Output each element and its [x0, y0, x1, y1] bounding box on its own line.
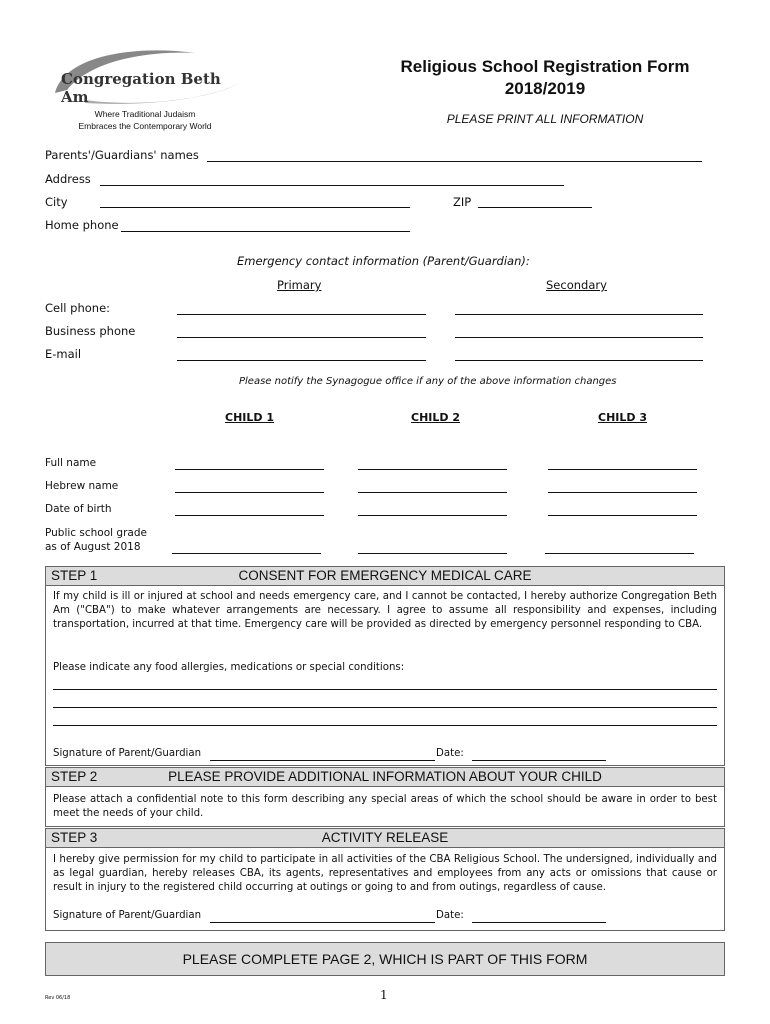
home-phone-label: Home phone [45, 218, 119, 232]
allergies-label: Please indicate any food allergies, medications or special conditions: [53, 662, 405, 673]
email-primary-field[interactable] [177, 360, 426, 361]
child-1-heading: CHILD 1 [225, 411, 274, 424]
child-2-dob-field[interactable] [358, 515, 507, 516]
child-3-dob-field[interactable] [548, 515, 697, 516]
child-1-dob-field[interactable] [175, 515, 324, 516]
grade-label-2: as of August 2018 [45, 541, 141, 553]
step-1-text: If my child is ill or injured at school and needs emergency care, and I cannot be contacted, I hereby authorize Congregation Beth Am ("CBA") to make whatever arrangements are necessary. I agree to assume all responsibility and expenses, including transportation, incurred at that time. Emergency care will be provided as directed by emergency personnel responding to CBA. [53, 591, 717, 630]
step-1-header [45, 566, 725, 586]
step-3-text: I hereby give permission for my child to participate in all activities of the CBA Religious School. The undersigned, individually and as legal guardian, hereby releases CBA, its agents, representatives and employees from any acts or omissions that cause or result in injury to the registered child occurring at outings or going to and from outings, regardless of cause. [53, 854, 717, 893]
address-label: Address [45, 172, 91, 186]
step-3-signature-label: Signature of Parent/Guardian [53, 910, 202, 921]
grade-label-1: Public school grade [45, 527, 147, 539]
city-label: City [45, 195, 68, 209]
step-1-signature-field[interactable] [210, 760, 435, 761]
child-1-full-name-field[interactable] [175, 469, 324, 470]
step-2-text: Please attach a confidential note to this form describing any special areas of which the school should be aware in order to best meet the needs of your child. [53, 794, 717, 819]
step-3-signature-field[interactable] [210, 922, 435, 923]
logo-tagline-2: Embraces the Contemporary World [78, 121, 212, 131]
parents-field[interactable] [207, 161, 702, 162]
child-3-full-name-field[interactable] [548, 469, 697, 470]
email-label: E-mail [45, 347, 82, 361]
step-1-title: CONSENT FOR EMERGENCY MEDICAL CARE [238, 568, 532, 583]
business-phone-label: Business phone [45, 324, 136, 338]
hebrew-name-label: Hebrew name [45, 480, 119, 492]
cell-secondary-field[interactable] [455, 314, 703, 315]
dob-label: Date of birth [45, 503, 112, 515]
child-1-grade-field[interactable] [172, 553, 321, 554]
step-3-date-label: Date: [436, 910, 464, 921]
allergies-line-2[interactable] [53, 707, 717, 708]
step-1-signature-label: Signature of Parent/Guardian [53, 748, 202, 759]
home-phone-field[interactable] [121, 231, 410, 232]
child-3-hebrew-name-field[interactable] [548, 492, 697, 493]
email-secondary-field[interactable] [455, 360, 703, 361]
form-year: 2018/2019 [504, 79, 586, 98]
revision-label: Rev 06/18 [45, 995, 71, 1001]
emergency-heading: Emergency contact information (Parent/Guardian): [237, 254, 530, 268]
print-instruction: PLEASE PRINT ALL INFORMATION [446, 112, 644, 126]
form-title: Religious School Registration Form [400, 57, 690, 76]
zip-label: ZIP [453, 195, 472, 209]
city-field[interactable] [100, 207, 410, 208]
step-3-header [45, 828, 725, 848]
step-3-date-field[interactable] [472, 922, 606, 923]
allergies-line-3[interactable] [53, 725, 717, 726]
step-3-title: ACTIVITY RELEASE [321, 830, 449, 845]
business-secondary-field[interactable] [455, 337, 703, 338]
logo [45, 45, 245, 110]
step-2-title: PLEASE PROVIDE ADDITIONAL INFORMATION ABOUT YOUR CHILD [168, 769, 602, 784]
child-2-grade-field[interactable] [358, 553, 507, 554]
step-3-number: STEP 3 [51, 830, 98, 845]
logo-tagline-1: Where Traditional Judaism [94, 109, 196, 119]
allergies-line-1[interactable] [53, 689, 717, 690]
secondary-heading: Secondary [546, 278, 607, 292]
step-1-number: STEP 1 [51, 568, 98, 583]
address-field[interactable] [100, 185, 564, 186]
step-1-date-label: Date: [436, 748, 464, 759]
child-3-grade-field[interactable] [545, 553, 694, 554]
child-2-heading: CHILD 2 [411, 411, 460, 424]
step-2-number: STEP 2 [51, 769, 98, 784]
child-2-full-name-field[interactable] [358, 469, 507, 470]
primary-heading: Primary [277, 278, 322, 292]
step-1-date-field[interactable] [472, 760, 606, 761]
cell-phone-label: Cell phone: [45, 301, 111, 315]
page-number: 1 [380, 988, 388, 1002]
child-1-hebrew-name-field[interactable] [175, 492, 324, 493]
full-name-label: Full name [45, 457, 97, 469]
child-2-hebrew-name-field[interactable] [358, 492, 507, 493]
step-2-header [45, 767, 725, 787]
parents-label: Parents'/Guardians' names [45, 148, 199, 162]
logo-text: Congregation Beth Am [61, 70, 221, 106]
business-primary-field[interactable] [177, 337, 426, 338]
cell-primary-field[interactable] [177, 314, 426, 315]
child-3-heading: CHILD 3 [598, 411, 647, 424]
page-2-banner: PLEASE COMPLETE PAGE 2, WHICH IS PART OF THIS FORM [45, 942, 725, 976]
notify-notice: Please notify the Synagogue office if any of the above information changes [239, 376, 617, 387]
zip-field[interactable] [478, 207, 592, 208]
